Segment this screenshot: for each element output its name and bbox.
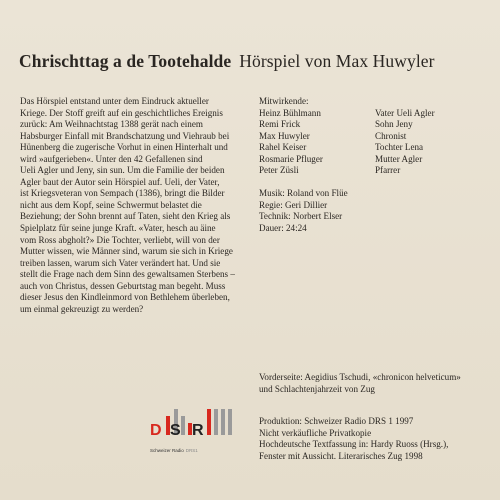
logo-letter-s: S xyxy=(170,422,181,439)
cast-row xyxy=(259,131,489,143)
page-subtitle: Hörspiel von Max Huwyler xyxy=(239,51,435,71)
cast-role: Pfarrer xyxy=(375,165,401,176)
cast-row xyxy=(259,108,489,120)
synopsis-line: nicht aus dem Kopf, seine Schwermut belastet die xyxy=(20,199,202,210)
synopsis-line: Ueli Agler und Jeny, sin sun. Um die Familie der beiden xyxy=(20,165,225,176)
synopsis-line: zurück: Am Weihnachtstag 1388 gerät nach einem xyxy=(20,119,203,130)
synopsis-line: Beziehung; der Sohn brennt auf Taten, sieht den Krieg als xyxy=(20,211,231,222)
drs-logo xyxy=(130,406,240,454)
synopsis-line: Hünenberg die zugerische Vorhut in einen Hinterhalt und xyxy=(20,142,228,153)
logo-letter-r: R xyxy=(192,422,204,439)
logo-caption-main: Schweizer Radio xyxy=(150,448,184,453)
production-line: Produktion: Schweizer Radio DRS 1 1997 xyxy=(259,416,414,426)
page-title: Chrischttag a de Tootehalde xyxy=(19,51,232,71)
source-line: und Schlachtenjahrzeit von Zug xyxy=(259,383,375,394)
synopsis-line: Kriege. Der Stoff greift auf ein geschichtliches Ereignis xyxy=(20,107,223,118)
synopsis-line: Habsburger Einfall mit Brandschatzung und Viehraub bei xyxy=(20,130,230,141)
cast-role: Mutter Agler xyxy=(375,153,423,164)
cast-role: Vater Ueli Agler xyxy=(375,107,435,118)
cast-actor: Max Huwyler xyxy=(259,130,310,141)
synopsis-line: vom Ross abgholt?» Die Tochter, verliebt, will von der xyxy=(20,234,220,245)
synopsis xyxy=(20,96,252,315)
cast-actor: Rahel Keiser xyxy=(259,142,307,153)
logo-caption-suffix: DRS1 xyxy=(185,448,198,453)
header-title-line xyxy=(19,51,435,72)
crew-line: Musik: Roland von Flüe xyxy=(259,188,348,199)
crew-line: Regie: Geri Dillier xyxy=(259,199,328,210)
synopsis-line: Agler baut der Autor sein Hörspiel auf. Ueli, der Vater, xyxy=(20,176,220,187)
synopsis-line: wird »aufgerieben«. Unter den 42 Gefallenen sind xyxy=(20,153,203,164)
logo-caption xyxy=(150,448,198,453)
production-info xyxy=(259,416,494,462)
cast-actor: Peter Züsli xyxy=(259,165,299,176)
crew-list xyxy=(259,188,489,234)
cast-heading: Mitwirkende: xyxy=(259,96,309,106)
source-line: Vorderseite: Aegidius Tschudi, «chronicon helveticum» xyxy=(259,372,461,382)
cast-role: Chronist xyxy=(375,130,407,141)
synopsis-line: um einmal gekreuzigt zu werden? xyxy=(20,303,144,314)
cast-role: Tochter Lena xyxy=(375,142,424,153)
crew-line: Technik: Norbert Elser xyxy=(259,211,343,222)
cast-row xyxy=(259,119,489,131)
logo-letter-d: D xyxy=(150,422,162,439)
synopsis-line: ist Kriegsveteran von Sempach (1386), bringt die Bilder xyxy=(20,188,225,199)
production-line: Nicht verkäufliche Privatkopie xyxy=(259,427,372,438)
synopsis-line: stellt die Frage nach dem Sinn des gewaltsamen Sterbens – xyxy=(20,269,235,280)
synopsis-line: dieser Jesus den Kindleinmord von Bethlehem überleben, xyxy=(20,292,230,303)
synopsis-line: treiben lassen, warum sich Vater verändert hat. Und sie xyxy=(20,257,221,268)
synopsis-line: auch von Christus, dessen Geburtstag man begeht. Muss xyxy=(20,280,226,291)
cast-actor: Heinz Bühlmann xyxy=(259,107,321,118)
cast-row xyxy=(259,154,489,166)
synopsis-line: Das Hörspiel entstand unter dem Eindruck aktueller xyxy=(20,96,209,106)
crew-line: Dauer: 24:24 xyxy=(259,222,307,233)
cast-actor: Remi Frick xyxy=(259,119,301,130)
production-line: Hochdeutsche Textfassung in: Hardy Ruoss (Hrsg.), xyxy=(259,439,449,450)
cast-row xyxy=(259,165,489,177)
cover-source-note xyxy=(259,372,494,395)
cast-role: Sohn Jeny xyxy=(375,119,413,130)
cast-actor: Rosmarie Pfluger xyxy=(259,153,323,164)
synopsis-line: Mutter wissen, wie Männer sind, warum sie sich in Kriege xyxy=(20,246,233,257)
credits xyxy=(259,96,489,235)
cast-row xyxy=(259,142,489,154)
synopsis-line: Spielplatz für seine junge Kraft. «Vater, hesch au äine xyxy=(20,223,216,234)
production-line: Fenster mit Aussicht. Literarisches Zug 1998 xyxy=(259,450,423,461)
